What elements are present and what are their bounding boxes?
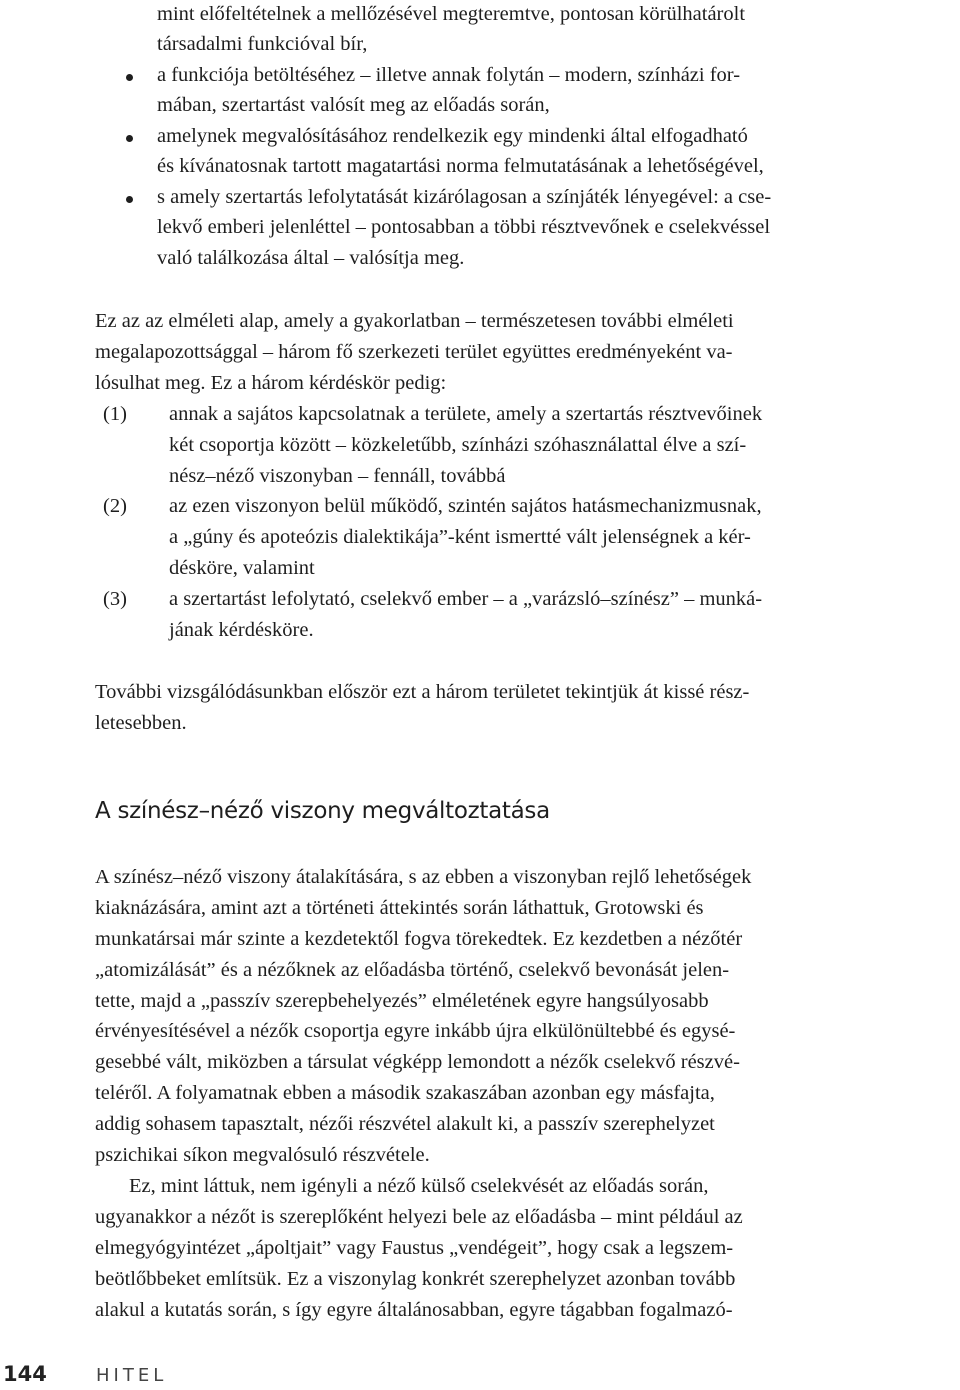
text-line: letesebben. (95, 712, 187, 734)
text-line: ugyanakkor a nézőt is szereplőként helyezi bele az előadásba – mint például az (95, 1206, 743, 1228)
text-line: mában, szertartást valósít meg az előadás során, (157, 94, 550, 116)
section-heading: A színész–néző viszony megváltoztatása (95, 798, 550, 824)
text-line: mint előfeltételnek a mellőzésével megteremtve, pontosan körülhatárolt (157, 3, 746, 25)
text-line: a „gúny és apoteózis dialektikája”-ként ismertté vált jelenségnek a kér- (169, 526, 751, 548)
text-line: az ezen viszonyon belül működő, szintén sajátos hatásmechanizmusnak, (169, 495, 762, 517)
text-line: tette, majd a „passzív szerepbehelyezés” elméletének egyre hangsúlyosabb (95, 990, 709, 1012)
bullet-icon (126, 135, 133, 142)
text-line: való találkozása által – valósítja meg. (157, 247, 465, 269)
text-line: lekvő emberi jelenléttel – pontosabban a többi résztvevőnek e cselekvéssel (157, 216, 771, 238)
text-line: beötlőbbeket említsük. Ez a viszonylag konkrét szerephelyzet azonban tovább (95, 1268, 736, 1290)
text-line: désköre, valamint (169, 557, 315, 579)
list-marker: (3) (103, 588, 127, 610)
text-line: Ez az az elméleti alap, amely a gyakorlatban – természetesen további elméleti (95, 310, 734, 332)
text-line: lósulhat meg. Ez a három kérdéskör pedig: (95, 372, 447, 394)
bullet-icon (126, 74, 133, 81)
text-line: Ez, mint láttuk, nem igényli a néző külső cselekvését az előadás során, (129, 1175, 709, 1197)
text-line: érvényesítésével a nézők csoportja egyre inkább újra elkülönültebbé és egysé- (95, 1020, 736, 1042)
text-line: amelynek megvalósításához rendelkezik egy mindenki által elfogadható (157, 125, 748, 147)
text-line: munkatársai már szinte a kezdetektől fogva törekedtek. Ez kezdetben a nézőtér (95, 928, 743, 950)
text-line: kiaknázására, amint azt a történeti áttekintés során láthattuk, Grotowski és (95, 897, 704, 919)
list-marker: (2) (103, 495, 127, 517)
journal-name: HITEL (96, 1365, 168, 1386)
text-line: A színész–néző viszony átalakítására, s az ebben a viszonyban rejlő lehetőségek (95, 866, 752, 888)
text-line: nész–néző viszonyban – fennáll, továbbá (169, 465, 506, 487)
text-line: További vizsgálódásunkban először ezt a három területet tekintjük át kissé rész- (95, 681, 750, 703)
text-line: addig sohasem tapasztalt, nézői részvétel alakult ki, a passzív szerephelyzet (95, 1113, 715, 1135)
text-line: társadalmi funkcióval bír, (157, 33, 368, 55)
text-line: megalapozottsággal – három fő szerkezeti terület együttes eredményeként va- (95, 341, 733, 363)
text-line: annak a sajátos kapcsolatnak a területe, amely a szertartás résztvevőinek (169, 403, 763, 425)
page-number: 144 (3, 1362, 47, 1386)
text-line: és kívánatosnak tartott magatartási norma felmutatásának a lehetőségével, (157, 155, 764, 177)
text-line: teléről. A folyamatnak ebben a második szakaszában azonban egy másfajta, (95, 1082, 715, 1104)
text-line: a szertartást lefolytató, cselekvő ember – a „varázsló–színész” – munká- (169, 588, 763, 610)
text-line: jának kérdésköre. (169, 619, 314, 641)
text-line: elmegyógyintézet „ápoltjait” vagy Faustus „vendégeit”, hogy csak a legszem- (95, 1237, 734, 1259)
list-marker: (1) (103, 403, 127, 425)
text-line: gesebbé vált, miközben a társulat végképp lemondott a nézők cselekvő részvé- (95, 1051, 740, 1073)
text-line: „atomizálását” és a nézőknek az előadásba történő, cselekvő bevonását jelen- (95, 959, 730, 981)
text-line: alakul a kutatás során, s így egyre általánosabban, egyre tágabban fogalmazó- (95, 1299, 733, 1321)
text-line: két csoportja között – közkeletűbb, színházi szóhasználattal élve a szí- (169, 434, 747, 456)
text-line: a funkciója betöltéséhez – illetve annak folytán – modern, színházi for- (157, 64, 741, 86)
text-line: s amely szertartás lefolytatását kizárólagosan a színjáték lényegével: a cse- (157, 186, 772, 208)
bullet-icon (126, 196, 133, 203)
text-line: pszichikai síkon megvalósuló részvétele. (95, 1144, 430, 1166)
